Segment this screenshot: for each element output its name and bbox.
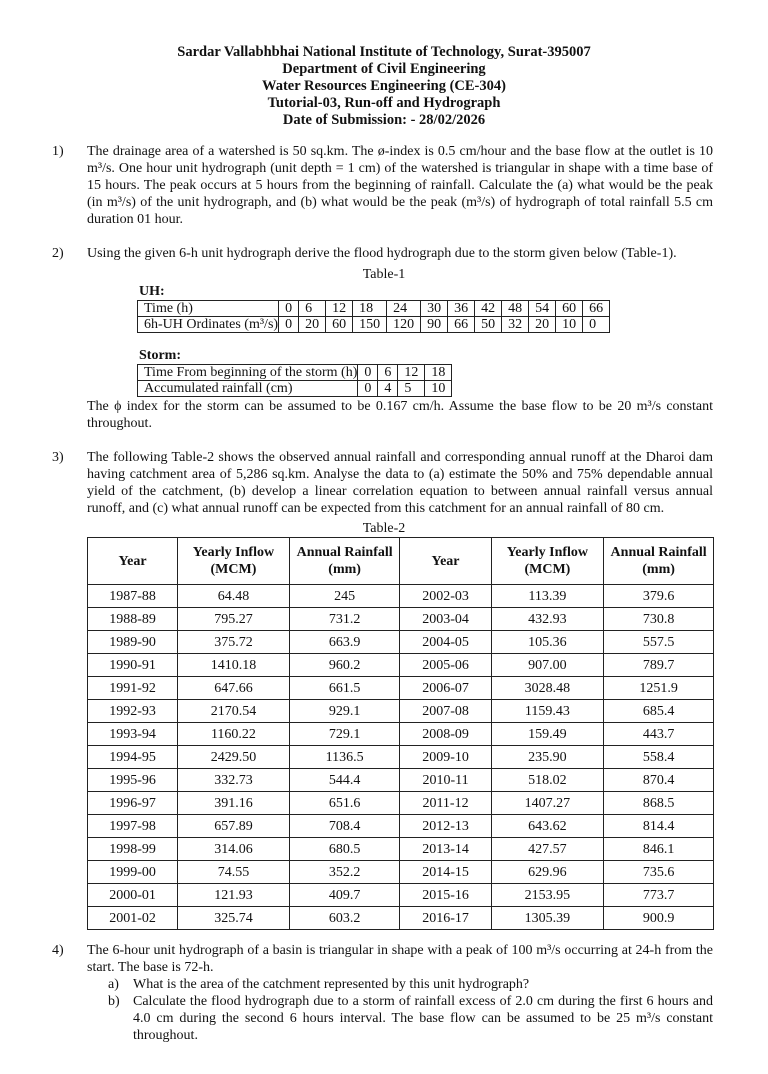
table-cell: 685.4 bbox=[604, 700, 714, 723]
table-cell: 159.49 bbox=[491, 723, 604, 746]
question-4a-text: What is the area of the catchment represented by this unit hydrograph? bbox=[133, 977, 530, 992]
table-cell: 730.8 bbox=[604, 608, 714, 631]
table-cell: 789.7 bbox=[604, 654, 714, 677]
question-4-text: The 6-hour unit hydrograph of a basin is triangular in shape with a peak of 100 m³/s occurring at 24-h from the start. The base is 72-h. bbox=[87, 943, 713, 975]
table-cell: 0 bbox=[358, 365, 378, 381]
table-cell: 2002-03 bbox=[400, 585, 491, 608]
table-cell: 48 bbox=[502, 301, 529, 317]
table-cell: 432.93 bbox=[491, 608, 604, 631]
rainfall-runoff-table bbox=[87, 537, 714, 930]
table-cell: 325.74 bbox=[178, 907, 290, 930]
table-cell: 105.36 bbox=[491, 631, 604, 654]
table-2-caption: Table-2 bbox=[362, 521, 406, 536]
table-cell: 2000-01 bbox=[88, 884, 178, 907]
table-cell: 1991-92 bbox=[88, 677, 178, 700]
table-cell: 235.90 bbox=[491, 746, 604, 769]
table-cell: 1997-98 bbox=[88, 815, 178, 838]
question-2-body bbox=[87, 245, 713, 432]
table-cell: 795.27 bbox=[178, 608, 290, 631]
table-cell: 1994-95 bbox=[88, 746, 178, 769]
table-cell: 1251.9 bbox=[604, 677, 714, 700]
table-cell: 427.57 bbox=[491, 838, 604, 861]
table-cell: 409.7 bbox=[289, 884, 400, 907]
table-row bbox=[88, 792, 714, 815]
table-cell: 731.2 bbox=[289, 608, 400, 631]
part-label: b) bbox=[108, 994, 120, 1009]
table-cell: 2001-02 bbox=[88, 907, 178, 930]
table-cell: 74.55 bbox=[178, 861, 290, 884]
table-cell: 663.9 bbox=[289, 631, 400, 654]
question-4b bbox=[108, 993, 713, 1044]
table-cell: 907.00 bbox=[491, 654, 604, 677]
table-cell: 6 bbox=[378, 365, 398, 381]
table-cell: 60 bbox=[326, 317, 353, 333]
table-cell: 2153.95 bbox=[491, 884, 604, 907]
table-cell: 2005-06 bbox=[400, 654, 491, 677]
uh-label: UH: bbox=[139, 284, 165, 299]
table-cell: 314.06 bbox=[178, 838, 290, 861]
table-cell: 1992-93 bbox=[88, 700, 178, 723]
table-cell: 0 bbox=[358, 381, 378, 397]
table-cell: 332.73 bbox=[178, 769, 290, 792]
table-cell: 729.1 bbox=[289, 723, 400, 746]
table-row bbox=[88, 700, 714, 723]
question-3-body bbox=[87, 449, 713, 930]
department-title: Department of Civil Engineering bbox=[282, 61, 486, 77]
column-header: Annual Rainfall (mm) bbox=[604, 538, 714, 585]
table-cell: 929.1 bbox=[289, 700, 400, 723]
table-cell: 66 bbox=[583, 301, 610, 317]
table-cell: 2014-15 bbox=[400, 861, 491, 884]
table-row bbox=[88, 769, 714, 792]
table-row bbox=[138, 317, 610, 333]
row-label: Accumulated rainfall (cm) bbox=[138, 381, 358, 397]
table-cell: 113.39 bbox=[491, 585, 604, 608]
table-cell: 50 bbox=[475, 317, 502, 333]
table-cell: 2011-12 bbox=[400, 792, 491, 815]
table-cell: 12 bbox=[398, 365, 425, 381]
table-cell: 443.7 bbox=[604, 723, 714, 746]
table-row bbox=[88, 608, 714, 631]
question-4b-text: Calculate the flood hydrograph due to a storm of rainfall excess of 2.0 cm during the first 6 hours and 4.0 cm during the second 6 hours interval. The base flow can be assumed to be 25 m³/s constant throughout. bbox=[133, 994, 713, 1043]
table-row bbox=[88, 631, 714, 654]
question-3-text: The following Table-2 shows the observed annual rainfall and corresponding annual runoff at the Dharoi dam having catchment area of 5,286 sq.km. Analyse the data to (a) estimate the 50% and 75% dependable annual yield of the catchment, (b) develop a linear correlation equation to between annual rainfall versus annual runoff, and (c) what annual runoff can be expected from this catchment for an annual rainfall of 80 cm. bbox=[87, 450, 713, 516]
row-label: 6h-UH Ordinates (m³/s) bbox=[138, 317, 279, 333]
table-cell: 2015-16 bbox=[400, 884, 491, 907]
table-cell: 735.6 bbox=[604, 861, 714, 884]
column-header: Yearly Inflow (MCM) bbox=[178, 538, 290, 585]
question-number: 2) bbox=[52, 246, 64, 261]
column-header: Annual Rainfall (mm) bbox=[289, 538, 400, 585]
table-cell: 3028.48 bbox=[491, 677, 604, 700]
table-cell: 1998-99 bbox=[88, 838, 178, 861]
table-cell: 0 bbox=[583, 317, 610, 333]
table-cell: 5 bbox=[398, 381, 425, 397]
table-cell: 643.62 bbox=[491, 815, 604, 838]
table-header-row bbox=[88, 538, 714, 585]
table-1-caption: Table-1 bbox=[362, 267, 406, 282]
table-cell: 557.5 bbox=[604, 631, 714, 654]
table-cell: 1993-94 bbox=[88, 723, 178, 746]
table-cell: 960.2 bbox=[289, 654, 400, 677]
table-cell: 1160.22 bbox=[178, 723, 290, 746]
table-cell: 66 bbox=[448, 317, 475, 333]
table-cell: 120 bbox=[387, 317, 421, 333]
table-cell: 544.4 bbox=[289, 769, 400, 792]
question-2-text: Using the given 6-h unit hydrograph derive the flood hydrograph due to the storm given below (Table-1). bbox=[87, 246, 677, 261]
table-cell: 42 bbox=[475, 301, 502, 317]
table-cell: 36 bbox=[448, 301, 475, 317]
question-2-note: The ϕ index for the storm can be assumed to be 0.167 cm/h. Assume the base flow to be 20 m³/s constant throughout. bbox=[87, 399, 713, 431]
table-row bbox=[138, 381, 452, 397]
table-cell: 870.4 bbox=[604, 769, 714, 792]
table-cell: 18 bbox=[353, 301, 387, 317]
table-cell: 558.4 bbox=[604, 746, 714, 769]
table-cell: 2004-05 bbox=[400, 631, 491, 654]
table-cell: 1988-89 bbox=[88, 608, 178, 631]
question-4a bbox=[108, 976, 713, 993]
question-1 bbox=[52, 143, 713, 228]
table-cell: 603.2 bbox=[289, 907, 400, 930]
table-cell: 1305.39 bbox=[491, 907, 604, 930]
table-cell: 1407.27 bbox=[491, 792, 604, 815]
table-row bbox=[88, 723, 714, 746]
table-cell: 2010-11 bbox=[400, 769, 491, 792]
course-title: Water Resources Engineering (CE-304) bbox=[262, 78, 506, 94]
table-cell: 773.7 bbox=[604, 884, 714, 907]
table-row bbox=[88, 585, 714, 608]
table-cell: 1989-90 bbox=[88, 631, 178, 654]
table-cell: 708.4 bbox=[289, 815, 400, 838]
table-cell: 245 bbox=[289, 585, 400, 608]
table-cell: 2013-14 bbox=[400, 838, 491, 861]
table-cell: 1987-88 bbox=[88, 585, 178, 608]
table-cell: 12 bbox=[326, 301, 353, 317]
question-1-body bbox=[87, 143, 713, 228]
storm-label: Storm: bbox=[139, 348, 181, 363]
column-header: Year bbox=[400, 538, 491, 585]
table-cell: 2008-09 bbox=[400, 723, 491, 746]
table-cell: 32 bbox=[502, 317, 529, 333]
table-cell: 629.96 bbox=[491, 861, 604, 884]
table-cell: 1159.43 bbox=[491, 700, 604, 723]
question-4-body bbox=[87, 942, 713, 1044]
table-row bbox=[88, 746, 714, 769]
part-label: a) bbox=[108, 977, 119, 992]
table-cell: 379.6 bbox=[604, 585, 714, 608]
table-cell: 1999-00 bbox=[88, 861, 178, 884]
table-cell: 2012-13 bbox=[400, 815, 491, 838]
question-3 bbox=[52, 449, 713, 930]
question-2 bbox=[52, 245, 713, 432]
table-cell: 0 bbox=[279, 317, 299, 333]
table-cell: 2007-08 bbox=[400, 700, 491, 723]
table-cell: 352.2 bbox=[289, 861, 400, 884]
table-cell: 2429.50 bbox=[178, 746, 290, 769]
row-label: Time From beginning of the storm (h) bbox=[138, 365, 358, 381]
table-cell: 54 bbox=[529, 301, 556, 317]
table-cell: 121.93 bbox=[178, 884, 290, 907]
column-header: Year bbox=[88, 538, 178, 585]
table-cell: 661.5 bbox=[289, 677, 400, 700]
table-row bbox=[88, 677, 714, 700]
question-number: 3) bbox=[52, 450, 64, 465]
table-row bbox=[88, 861, 714, 884]
table-cell: 90 bbox=[421, 317, 448, 333]
column-header: Yearly Inflow (MCM) bbox=[491, 538, 604, 585]
table-cell: 1995-96 bbox=[88, 769, 178, 792]
table-cell: 900.9 bbox=[604, 907, 714, 930]
table-cell: 4 bbox=[378, 381, 398, 397]
table-cell: 1990-91 bbox=[88, 654, 178, 677]
table-cell: 24 bbox=[387, 301, 421, 317]
table-cell: 846.1 bbox=[604, 838, 714, 861]
submission-date: Date of Submission: - 28/02/2026 bbox=[282, 112, 486, 128]
table-cell: 2170.54 bbox=[178, 700, 290, 723]
table-cell: 18 bbox=[425, 365, 452, 381]
table-cell: 2016-17 bbox=[400, 907, 491, 930]
tutorial-title: Tutorial-03, Run-off and Hydrograph bbox=[267, 95, 501, 111]
table-row bbox=[88, 907, 714, 930]
table-cell: 2009-10 bbox=[400, 746, 491, 769]
storm-table bbox=[137, 364, 452, 397]
table-cell: 6 bbox=[299, 301, 326, 317]
table-cell: 1410.18 bbox=[178, 654, 290, 677]
table-cell: 10 bbox=[425, 381, 452, 397]
table-row bbox=[88, 815, 714, 838]
question-1-text: The drainage area of a watershed is 50 sq.km. The ø-index is 0.5 cm/hour and the base flow at the outlet is 10 m³/s. One hour unit hydrograph (unit depth = 1 cm) of the watershed is triangular in shape with a time base of 15 hours. The peak occurs at 5 hours from the beginning of rainfall. Calculate the (a) what would be the peak (in m³/s) of the unit hydrograph, and (b) what would be the peak (m³/s) of hydrograph of total rainfall 5.5 cm duration 01 hour. bbox=[87, 144, 713, 227]
question-number: 1) bbox=[52, 144, 64, 159]
table-cell: 2003-04 bbox=[400, 608, 491, 631]
table-cell: 10 bbox=[556, 317, 583, 333]
table-cell: 391.16 bbox=[178, 792, 290, 815]
table-cell: 657.89 bbox=[178, 815, 290, 838]
table-cell: 150 bbox=[353, 317, 387, 333]
institute-title: Sardar Vallabhbhai National Institute of Technology, Surat-395007 bbox=[177, 44, 591, 60]
table-cell: 518.02 bbox=[491, 769, 604, 792]
uh-table bbox=[137, 300, 610, 333]
table-cell: 0 bbox=[279, 301, 299, 317]
table-row bbox=[88, 884, 714, 907]
table-row bbox=[88, 838, 714, 861]
table-row bbox=[138, 301, 610, 317]
table-cell: 1996-97 bbox=[88, 792, 178, 815]
table-cell: 651.6 bbox=[289, 792, 400, 815]
table-row bbox=[88, 654, 714, 677]
table-cell: 814.4 bbox=[604, 815, 714, 838]
question-number: 4) bbox=[52, 943, 64, 958]
question-4 bbox=[52, 942, 713, 1044]
table-cell: 680.5 bbox=[289, 838, 400, 861]
table-cell: 868.5 bbox=[604, 792, 714, 815]
row-label: Time (h) bbox=[138, 301, 279, 317]
table-cell: 30 bbox=[421, 301, 448, 317]
table-cell: 64.48 bbox=[178, 585, 290, 608]
table-cell: 647.66 bbox=[178, 677, 290, 700]
table-cell: 1136.5 bbox=[289, 746, 400, 769]
table-cell: 60 bbox=[556, 301, 583, 317]
table-cell: 20 bbox=[529, 317, 556, 333]
table-cell: 2006-07 bbox=[400, 677, 491, 700]
table-cell: 20 bbox=[299, 317, 326, 333]
table-cell: 375.72 bbox=[178, 631, 290, 654]
table-row bbox=[138, 365, 452, 381]
